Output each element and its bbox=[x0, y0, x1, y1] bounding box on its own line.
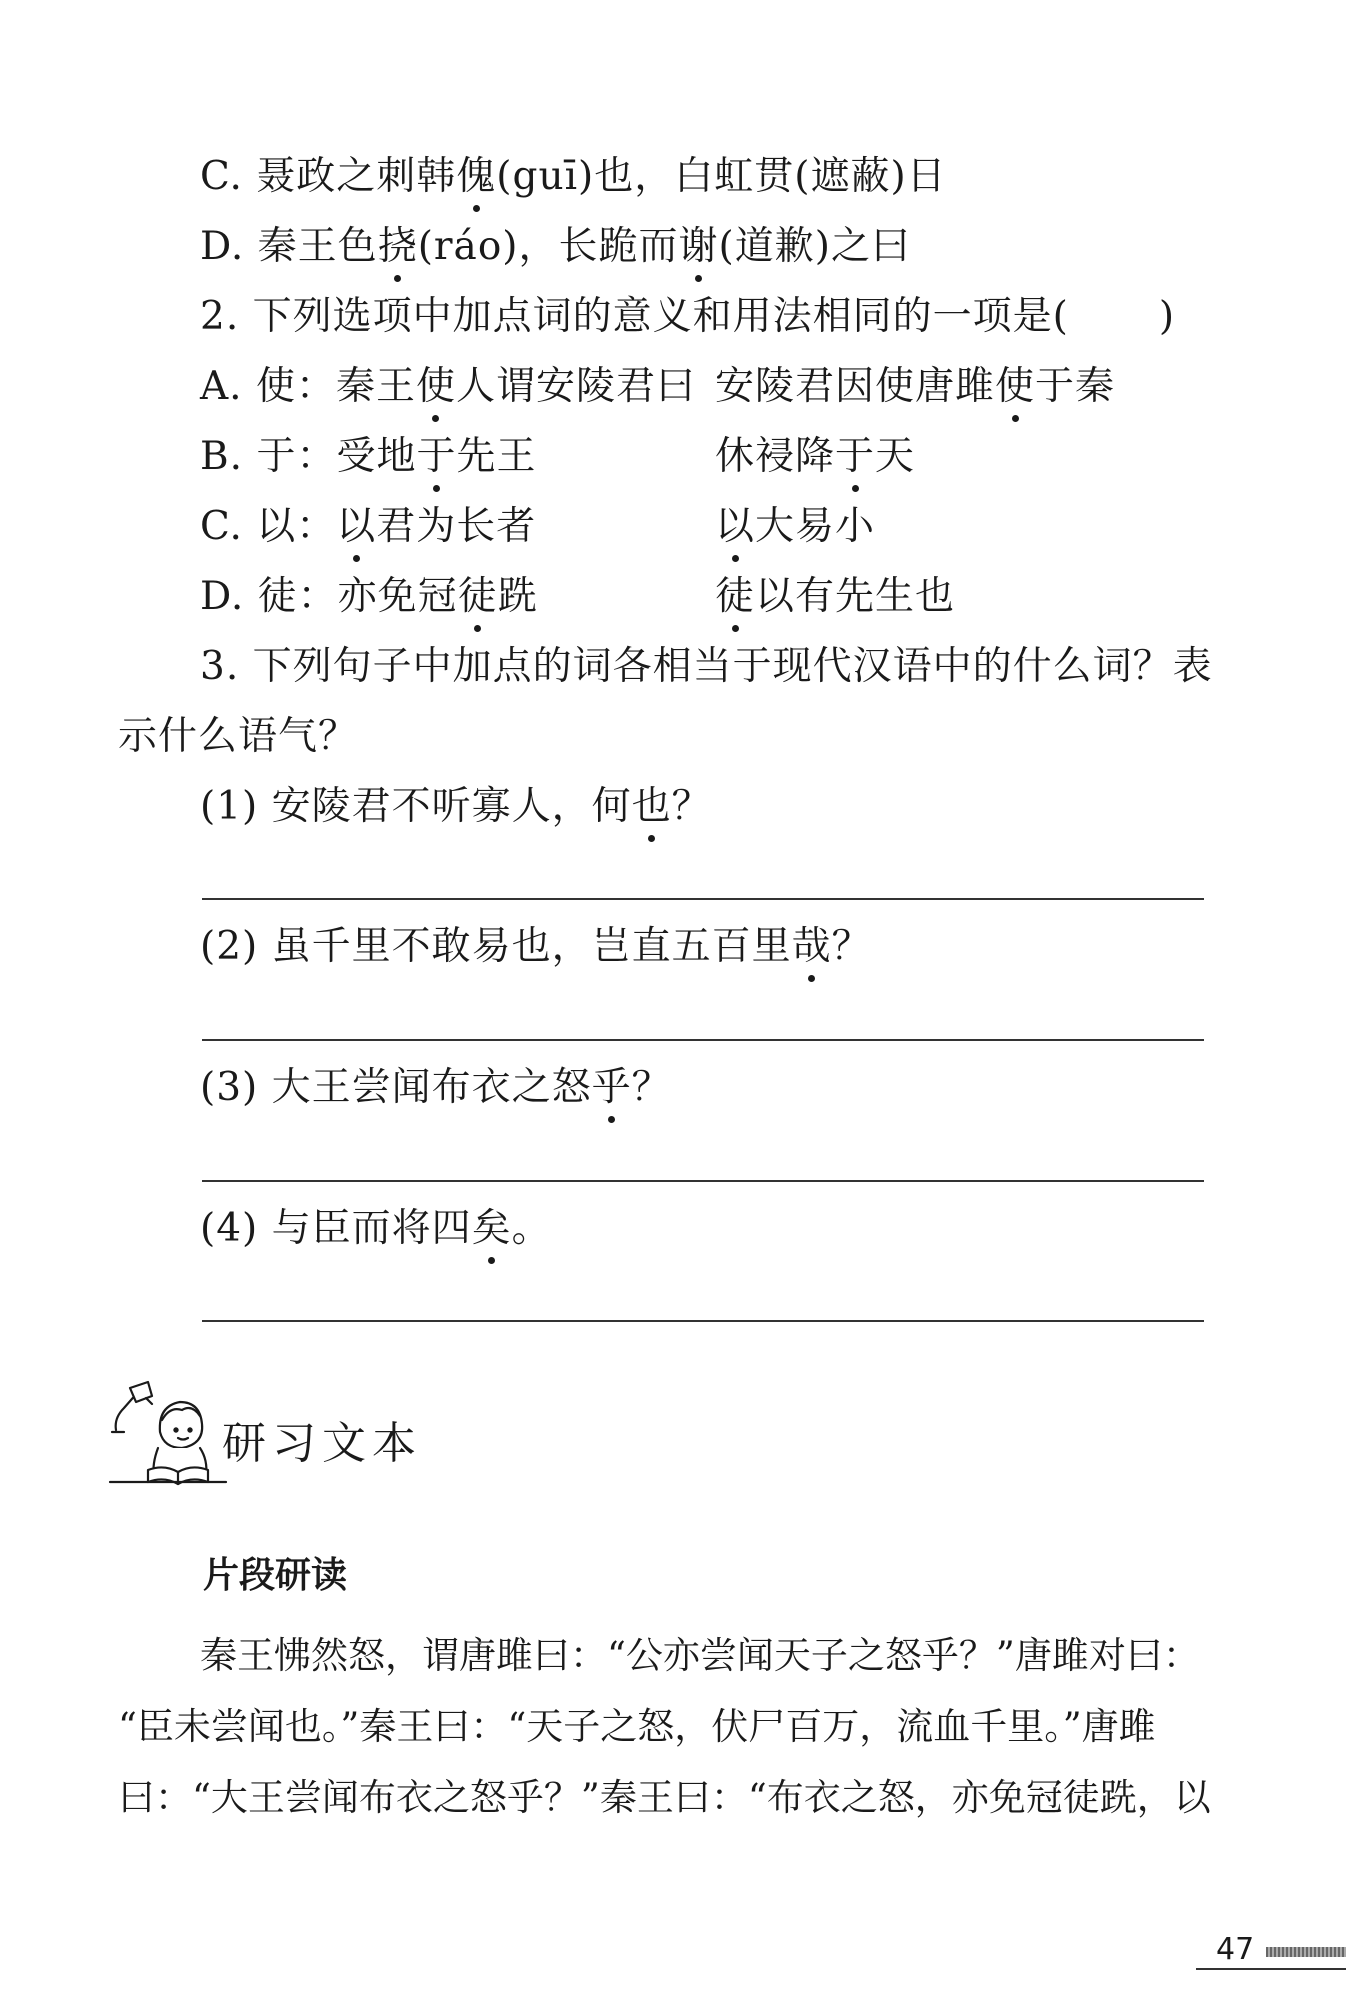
emphasized-word: 挠 bbox=[377, 224, 418, 269]
q3-item-3: (3) 大王尝闻布衣之怒乎？ bbox=[200, 1065, 672, 1110]
q2-option-b-left: B. 于：受地于先王 bbox=[200, 434, 537, 479]
emphasized-word: 以 bbox=[336, 504, 377, 549]
q1-option-c: C. 聂政之刺韩傀(guī)也，白虹贯(遮蔽)日 bbox=[200, 154, 947, 199]
emphasized-word: 傀 bbox=[456, 154, 497, 199]
student-reading-icon bbox=[108, 1378, 228, 1488]
passage-line-1: 秦王怫然怒，谓唐雎曰：“公亦尝闻天子之怒乎？”唐雎对曰： bbox=[200, 1634, 1200, 1677]
q2-option-d-left: D. 徒：亦免冠徒跣 bbox=[200, 574, 538, 619]
q2-option-a-right: 安陵君因使唐雎使于秦 bbox=[715, 364, 1116, 409]
q2-option-c-left: C. 以：以君为长者 bbox=[200, 504, 537, 549]
page-number: 47 bbox=[1216, 1932, 1255, 1967]
answer-line-1[interactable] bbox=[202, 898, 1204, 900]
q3-stem-line2: 示什么语气？ bbox=[118, 714, 359, 759]
emphasized-word: 哉 bbox=[791, 924, 832, 969]
section-title: 研习文本 bbox=[222, 1418, 422, 1469]
emphasized-word: 使 bbox=[995, 364, 1036, 409]
emphasized-word: 也 bbox=[631, 784, 672, 829]
q3-stem-line1: 3. 下列句子中加点的词各相当于现代汉语中的什么词？表 bbox=[200, 644, 1213, 689]
q2-option-a-left: A. 使：秦王使人谓安陵君曰 bbox=[200, 364, 696, 409]
q2-option-d-right: 徒以有先生也 bbox=[715, 574, 956, 619]
passage-line-2: “臣未尝闻也。”秦王曰：“天子之怒，伏尸百万，流血千里。”唐雎 bbox=[118, 1705, 1156, 1748]
reading-subtitle: 片段研读 bbox=[203, 1555, 348, 1596]
emphasized-word: 使 bbox=[415, 364, 456, 409]
q3-item-4: (4) 与臣而将四矣。 bbox=[200, 1206, 552, 1251]
answer-line-2[interactable] bbox=[202, 1039, 1204, 1041]
answer-line-3[interactable] bbox=[202, 1180, 1204, 1182]
emphasized-word: 于 bbox=[416, 434, 457, 479]
emphasized-word: 乎 bbox=[591, 1065, 632, 1110]
emphasized-word: 矣 bbox=[471, 1206, 512, 1251]
emphasized-word: 以 bbox=[715, 504, 756, 549]
emphasized-word: 徒 bbox=[715, 574, 756, 619]
q3-item-1: (1) 安陵君不听寡人，何也？ bbox=[200, 784, 712, 829]
q3-item-2: (2) 虽千里不敢易也，岂直五百里哉？ bbox=[200, 924, 872, 969]
q1-option-d: D. 秦王色挠(ráo)，长跪而谢(道歉)之曰 bbox=[200, 224, 911, 269]
emphasized-word: 徒 bbox=[457, 574, 498, 619]
q2-option-b-right: 休祲降于天 bbox=[715, 434, 916, 479]
answer-line-4[interactable] bbox=[202, 1320, 1204, 1322]
q2-option-c-right: 以大易小 bbox=[715, 504, 876, 549]
page-number-underline bbox=[1196, 1968, 1346, 1970]
page-number-bar bbox=[1266, 1947, 1346, 1957]
emphasized-word: 谢 bbox=[678, 224, 719, 269]
passage-line-3: 曰：“大王尝闻布衣之怒乎？”秦王曰：“布衣之怒，亦免冠徒跣，以 bbox=[118, 1776, 1211, 1819]
emphasized-word: 于 bbox=[835, 434, 876, 479]
q2-stem: 2. 下列选项中加点词的意义和用法相同的一项是( ) bbox=[200, 294, 1176, 339]
